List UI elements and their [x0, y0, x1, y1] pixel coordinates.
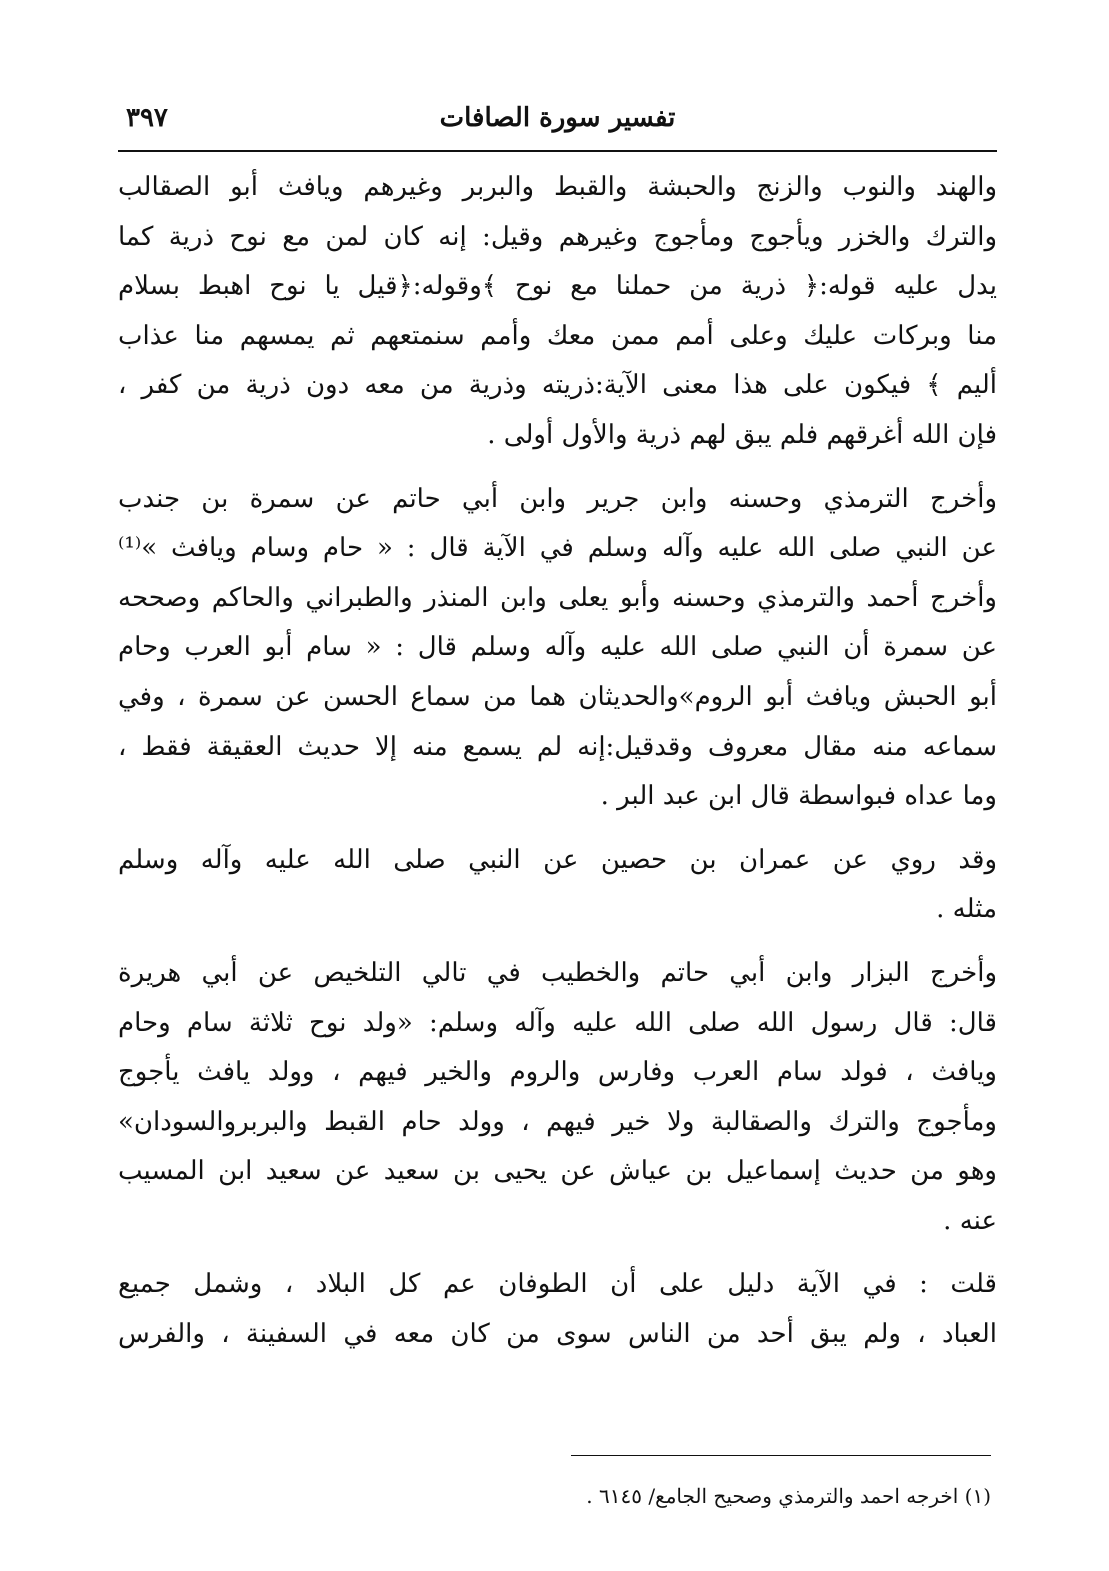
text-line: وقد روي عن عمران بن حصين عن النبي صلى الله عليه وآله وسلم — [118, 844, 997, 875]
running-header — [118, 96, 997, 146]
text-line: منا وبركات عليك وعلى أمم ممن معك وأمم سنمتعهم ثم يمسهم منا عذاب — [118, 320, 997, 351]
header-divider — [118, 150, 997, 152]
text-line: وما عداه فبواسطة قال ابن عبد البر . — [600, 781, 997, 812]
page-number: ٣٩٧ — [126, 103, 168, 133]
text-line: فإن الله أغرقهم فلم يبق لهم ذرية والأول أولى . — [487, 419, 997, 450]
paragraph-3 — [118, 836, 997, 935]
text-line: والهند والنوب والزنج والحبشة والقبط والبربر وغيرهم ويافث أبو الصقالب — [118, 172, 997, 202]
paragraph-5 — [118, 1260, 997, 1359]
paragraph-4 — [118, 949, 997, 1247]
text-line: أليم ﴾ فيكون على هذا معنى الآية:ذريته وذرية من معه دون ذرية من كفر ، — [118, 370, 997, 401]
text-line: وهو من حديث إسماعيل بن عياش عن يحيى بن سعيد عن سعيد ابن المسيب — [118, 1156, 997, 1187]
text-line: وأخرج الترمذي وحسنه وابن جرير وابن أبي حاتم عن سمرة بن جندب — [118, 483, 997, 514]
text-line: يدل عليه قوله:﴿ ذرية من حملنا مع نوح ﴾وقوله:﴿قيل يا نوح اهبط بسلام — [118, 271, 997, 302]
text-line: عن النبي صلى الله عليه وآله وسلم في الآية قال : « حام وسام ويافث »⁽¹⁾ — [118, 533, 997, 564]
text-line: عنه . — [943, 1205, 997, 1236]
footnote-divider — [571, 1455, 991, 1456]
text-line: والترك والخزر ويأجوج ومأجوج وغيرهم وقيل: إنه كان لمن مع نوح ذرية كما — [118, 221, 997, 252]
text-line: قال: قال رسول الله صلى الله عليه وآله وسلم: «ولد نوح ثلاثة سام وحام — [118, 1007, 997, 1038]
header-title: تفسير سورة الصافات — [439, 103, 676, 133]
text-line: مثله . — [936, 894, 997, 925]
text-line: ويافث ، فولد سام العرب وفارس والروم والخير فيهم ، وولد يافث يأجوج — [118, 1057, 997, 1088]
footnote: (١) اخرجه احمد والترمذي وصحيح الجامع/ ٦١٤٥ . — [586, 1484, 991, 1508]
body-text — [118, 163, 997, 1374]
text-line: عن سمرة أن النبي صلى الله عليه وآله وسلم قال : « سام أبو العرب وحام — [118, 632, 997, 663]
text-line: قلت : في الآية دليل على أن الطوفان عم كل البلاد ، وشمل جميع — [118, 1269, 997, 1300]
text-line: ومأجوج والترك والصقالبة ولا خير فيهم ، وولد حام القبط والبربروالسودان» — [118, 1106, 997, 1137]
paragraph-2 — [118, 475, 997, 822]
text-line: وأخرج أحمد والترمذي وحسنه وأبو يعلى وابن المنذر والطبراني والحاكم وصححه — [118, 582, 997, 613]
text-line: وأخرج البزار وابن أبي حاتم والخطيب في تالي التلخيص عن أبي هريرة — [118, 957, 998, 988]
text-line: سماعه منه مقال معروف وقدقيل:إنه لم يسمع منه إلا حديث العقيقة فقط ، — [118, 731, 997, 762]
text-line: العباد ، ولم يبق أحد من الناس سوى من كان معه في السفينة ، والفرس — [118, 1319, 997, 1350]
text-line: أبو الحبش ويافث أبو الروم»والحديثان هما من سماع الحسن عن سمرة ، وفي — [118, 681, 997, 712]
paragraph-1 — [118, 163, 997, 461]
